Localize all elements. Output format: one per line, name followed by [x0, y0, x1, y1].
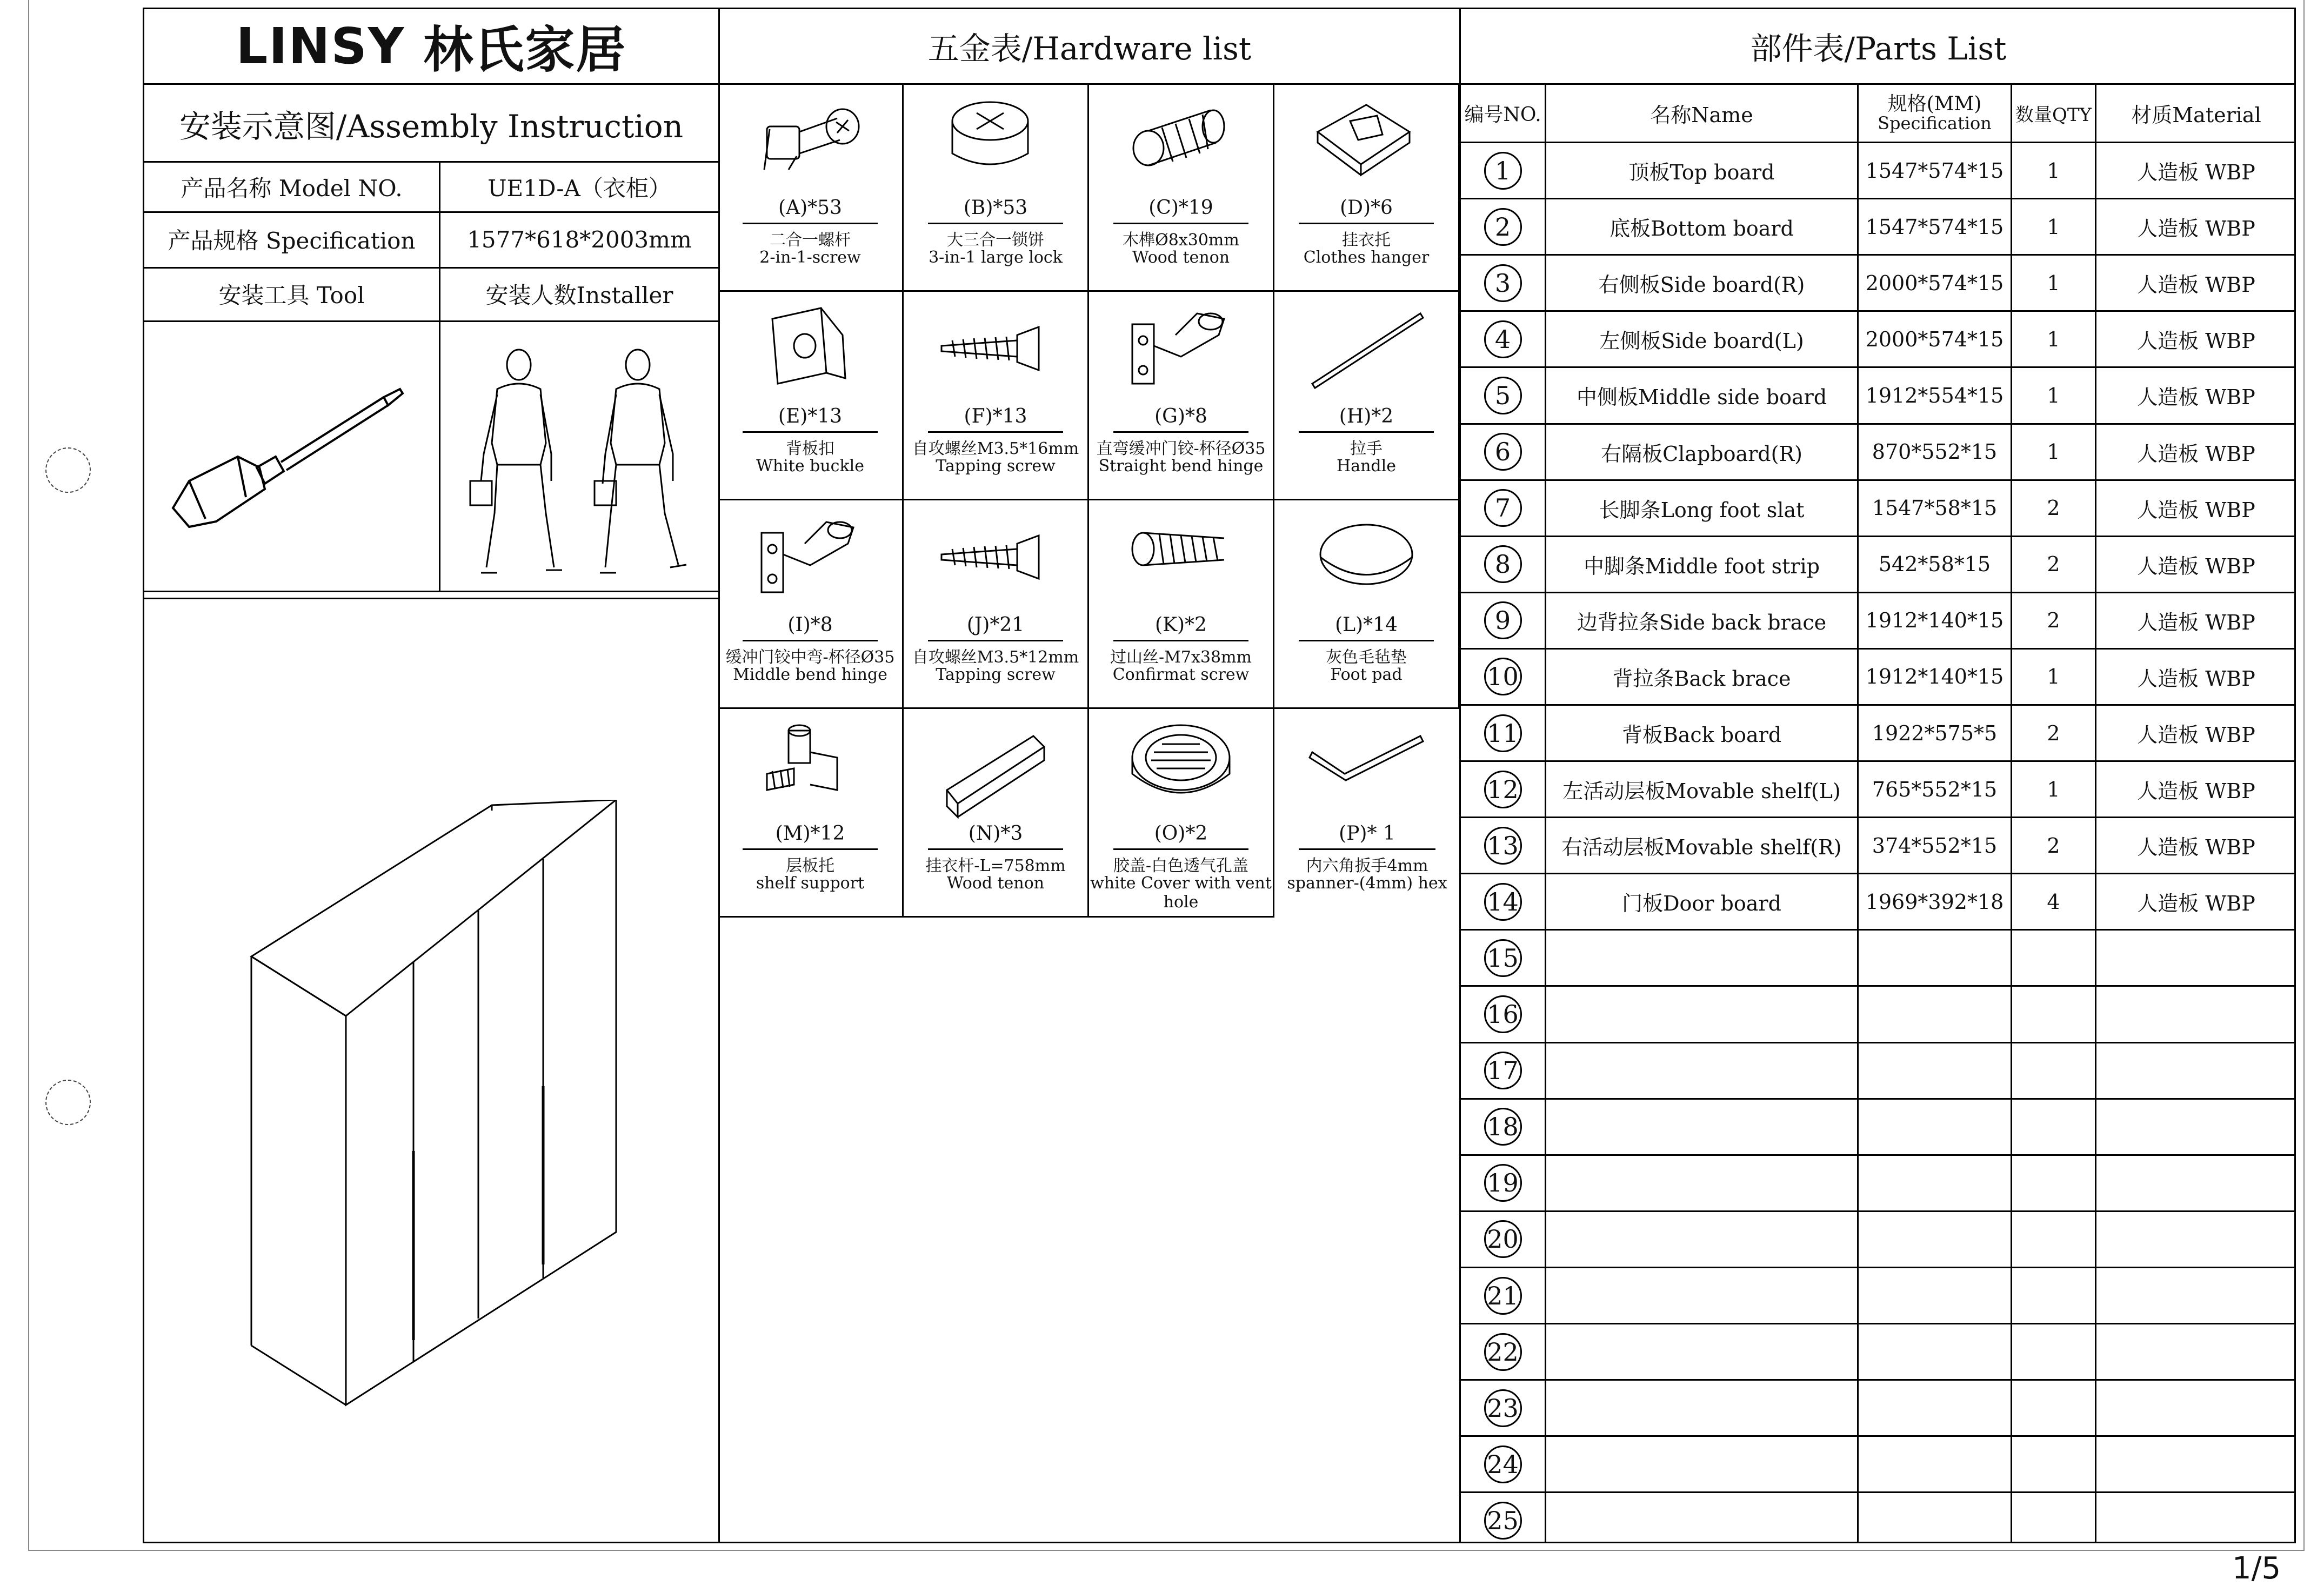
hardware-name-en: shelf support [756, 874, 865, 893]
underline [1299, 223, 1434, 224]
part-spec: 1969*392*18 [1865, 889, 2004, 914]
divider [143, 591, 720, 592]
vent-cover-icon [1116, 714, 1246, 822]
confirmat-screw-icon [1116, 506, 1246, 614]
part-qty: 1 [2047, 215, 2060, 239]
part-spec: 1547*574*15 [1865, 215, 2004, 239]
part-number-cell [1461, 425, 1545, 479]
part-spec [1859, 1156, 2011, 1210]
part-spec: 1547*574*15 [1865, 158, 2004, 183]
page-bottom-line [28, 1550, 2303, 1551]
part-number: 24 [1484, 1446, 1522, 1483]
wardrobe-illustration [238, 800, 627, 1416]
hardware-item [1274, 709, 1460, 918]
part-spec: 542*58*15 [1878, 552, 1991, 577]
spec-header-top: 规格(MM) [1887, 92, 1982, 115]
part-spec: 374*552*15 [1872, 833, 1998, 858]
underline [928, 431, 1063, 433]
part-number-cell [1461, 1268, 1545, 1323]
assembly-title: 安装示意图/Assembly Instruction [179, 108, 684, 145]
part-name: 右活动层板Movable shelf(R) [1561, 835, 1842, 860]
part-number: 19 [1484, 1164, 1522, 1202]
part-material [2096, 1381, 2296, 1435]
part-spec [1859, 1381, 2011, 1435]
underline [743, 431, 878, 433]
part-material [2096, 1324, 2296, 1379]
part-number-cell [1461, 481, 1545, 536]
part-number: 11 [1484, 714, 1522, 752]
part-spec: 1922*575*5 [1872, 721, 1998, 745]
part-number-cell [1461, 931, 1545, 985]
part-material [2096, 1212, 2296, 1267]
part-qty: 1 [2047, 158, 2060, 183]
part-number: 13 [1484, 827, 1522, 865]
part-number: 23 [1484, 1389, 1522, 1427]
part-name: 背拉条Back brace [1612, 666, 1791, 691]
hinge-icon [745, 506, 875, 614]
handle-bar-icon [1301, 297, 1431, 405]
part-number: 10 [1484, 658, 1522, 695]
underline [743, 640, 878, 641]
hardware-name-en: 2-in-1-screw [759, 248, 861, 267]
screw-icon [931, 506, 1060, 614]
part-number: 25 [1484, 1502, 1522, 1540]
hardware-name-cn: 二合一螺杆 [770, 231, 851, 250]
part-material: 人造板 WBP [2137, 666, 2255, 691]
part-number-cell [1461, 1324, 1545, 1379]
part-material: 人造板 WBP [2137, 160, 2255, 185]
hardware-item [718, 292, 904, 500]
part-material [2096, 1493, 2296, 1548]
part-qty [2012, 1043, 2095, 1098]
part-spec: 1912*140*15 [1865, 608, 2004, 633]
hardware-code: (A)*53 [778, 197, 842, 219]
part-number-cell [1461, 256, 1545, 310]
hardware-name-cn: 背板扣 [786, 439, 834, 458]
spec-header-bottom: Specification [1878, 112, 1992, 133]
underline [1113, 431, 1248, 433]
part-number: 20 [1484, 1220, 1522, 1258]
hardware-name-en: Wood tenon [946, 874, 1045, 893]
part-number: 16 [1484, 995, 1522, 1033]
tool-label: 安装工具 Tool [218, 282, 365, 309]
brand-name: LINSY [236, 17, 405, 75]
part-spec: 870*552*15 [1872, 440, 1998, 464]
part-material: 人造板 WBP [2137, 329, 2255, 353]
hardware-name-cn: 灰色毛毡垫 [1326, 648, 1407, 667]
part-number: 17 [1484, 1052, 1522, 1089]
col-header-name: 名称Name [1650, 103, 1753, 127]
hardware-code: (H)*2 [1339, 405, 1394, 427]
hardware-item [904, 500, 1089, 709]
part-number-cell [1461, 874, 1545, 929]
part-number-cell [1461, 706, 1545, 760]
hardware-name-cn: 层板托 [786, 856, 834, 875]
hanger-bracket-icon [1301, 89, 1431, 197]
part-spec: 1547*58*15 [1872, 496, 1998, 520]
underline [1113, 640, 1248, 641]
hardware-name-en: Handle [1337, 457, 1396, 476]
part-number-cell [1461, 762, 1545, 817]
part-name: 长脚条Long foot slat [1599, 498, 1805, 522]
part-number: 22 [1484, 1333, 1522, 1371]
hardware-name-cn: 拉手 [1350, 439, 1383, 458]
cam-bolt-icon [745, 89, 875, 197]
part-number: 12 [1484, 771, 1522, 808]
part-spec [1859, 931, 2011, 985]
part-qty [2012, 987, 2095, 1042]
part-qty [2012, 1100, 2095, 1154]
hardware-name-en: White buckle [756, 457, 864, 476]
part-qty [2012, 1212, 2095, 1267]
part-name: 中侧板Middle side board [1576, 385, 1827, 410]
hardware-item [904, 292, 1089, 500]
underline [1113, 223, 1248, 224]
part-number: 8 [1484, 545, 1522, 583]
underline [928, 223, 1063, 224]
part-number-cell [1461, 1381, 1545, 1435]
hardware-code: (P)* 1 [1339, 822, 1395, 845]
part-qty: 1 [2047, 440, 2060, 464]
part-qty: 4 [2047, 889, 2060, 914]
part-name [1546, 1043, 1857, 1098]
hardware-code: (F)*13 [964, 405, 1027, 427]
col-header-material: 材质Material [2131, 103, 2261, 127]
part-number-cell [1461, 1493, 1545, 1548]
hardware-item [1274, 292, 1460, 500]
parts-title: 部件表/Parts List [1750, 30, 2007, 67]
part-material [2096, 931, 2296, 985]
hardware-title: 五金表/Hardware list [927, 30, 1252, 67]
hardware-item [1089, 292, 1274, 500]
hardware-name-en: Clothes hanger [1303, 248, 1430, 267]
part-material: 人造板 WBP [2137, 892, 2255, 916]
part-name [1546, 1324, 1857, 1379]
part-number: 14 [1484, 883, 1522, 921]
cam-lock-icon [931, 89, 1060, 197]
spec-label: 产品规格 Specification [168, 227, 416, 254]
part-name [1546, 1268, 1857, 1323]
hardware-code: (I)*8 [787, 614, 833, 636]
model-value: UE1D-A（衣柜） [487, 175, 671, 202]
hardware-code: (C)*19 [1148, 197, 1213, 219]
part-qty [2012, 1437, 2095, 1491]
hardware-name-cn: 挂衣托 [1342, 231, 1391, 250]
part-number-cell [1461, 1043, 1545, 1098]
punch-hole [45, 1080, 91, 1125]
hex-key-icon [1301, 714, 1431, 822]
part-spec: 2000*574*15 [1865, 271, 2004, 295]
hardware-name-en: Straight bend hinge [1098, 457, 1264, 476]
part-qty: 1 [2047, 383, 2060, 407]
part-qty [2012, 1156, 2095, 1210]
hardware-item [718, 83, 904, 292]
part-material [2096, 1437, 2296, 1491]
hardware-code: (G)*8 [1154, 405, 1207, 427]
hardware-name-en: Tapping screw [936, 665, 1056, 684]
hardware-item [1274, 500, 1460, 709]
hardware-name-cn: 直弯缓冲门铰-杯径Ø35 [1096, 439, 1266, 458]
part-number-cell [1461, 1156, 1545, 1210]
part-name: 右侧板Side board(R) [1598, 273, 1805, 297]
hardware-name-cn: 大三合一锁饼 [947, 231, 1044, 250]
part-qty [2012, 1324, 2095, 1379]
col-header-no: 编号NO. [1464, 104, 1541, 126]
divider [143, 598, 720, 599]
hardware-name-cn: 自攻螺丝M3.5*12mm [912, 648, 1079, 667]
part-name: 顶板Top board [1628, 160, 1775, 185]
hardware-item [718, 500, 904, 709]
divider [143, 320, 720, 322]
hardware-name-cn: 过山丝-M7x38mm [1110, 648, 1252, 667]
hardware-name-cn: 内六角扳手4mm [1306, 856, 1428, 875]
part-qty [2012, 931, 2095, 985]
part-spec [1859, 1324, 2011, 1379]
hardware-item [904, 709, 1089, 918]
hardware-name-en: 3-in-1 large lock [929, 248, 1063, 267]
part-spec: 2000*574*15 [1865, 327, 2004, 351]
part-spec [1859, 1437, 2011, 1491]
hardware-name-en: Middle bend hinge [733, 665, 887, 684]
part-spec [1859, 987, 2011, 1042]
part-qty: 1 [2047, 665, 2060, 689]
part-number-cell [1461, 368, 1545, 423]
hardware-name-cn: 自攻螺丝M3.5*16mm [912, 439, 1079, 458]
hardware-code: (B)*53 [963, 197, 1028, 219]
hardware-code: (M)*12 [775, 822, 845, 845]
part-name [1546, 987, 1857, 1042]
part-name: 门板Door board [1622, 892, 1781, 916]
part-name [1546, 931, 1857, 985]
part-material [2096, 1100, 2296, 1154]
page-right-line [2303, 0, 2305, 1551]
part-number: 6 [1484, 433, 1522, 471]
part-material [2096, 1156, 2296, 1210]
part-name [1546, 1156, 1857, 1210]
part-name [1546, 1212, 1857, 1267]
part-spec: 1912*554*15 [1865, 383, 2004, 407]
part-name: 底板Bottom board [1610, 217, 1794, 241]
underline [743, 223, 878, 224]
punch-hole [45, 447, 91, 493]
hanging-rod-icon [931, 714, 1060, 822]
hardware-item [1089, 83, 1274, 292]
part-number: 2 [1484, 208, 1522, 246]
col-header-qty: 数量QTY [2015, 104, 2092, 126]
hardware-item [1274, 83, 1460, 292]
part-name: 边背拉条Side back brace [1577, 610, 1827, 634]
part-number: 18 [1484, 1108, 1522, 1146]
col-header-spec [1859, 85, 2011, 142]
part-spec: 1912*140*15 [1865, 665, 2004, 689]
part-name [1546, 1437, 1857, 1491]
foot-pad-icon [1301, 506, 1431, 614]
part-material: 人造板 WBP [2137, 554, 2255, 578]
hardware-name-en: Tapping screw [936, 457, 1056, 476]
part-number: 1 [1484, 152, 1522, 190]
binding-margin-line [28, 0, 29, 1551]
page-number: 1/5 [2232, 1551, 2281, 1586]
part-spec [1859, 1268, 2011, 1323]
part-number-cell [1461, 650, 1545, 704]
two-installers-icon [465, 335, 703, 584]
part-qty: 1 [2047, 777, 2060, 801]
shelf-support-icon [745, 714, 875, 822]
part-material: 人造板 WBP [2137, 779, 2255, 804]
part-material: 人造板 WBP [2137, 498, 2255, 522]
part-name: 右隔板Clapboard(R) [1601, 441, 1802, 466]
part-number-cell [1461, 818, 1545, 873]
part-number: 15 [1484, 939, 1522, 977]
part-number-cell [1461, 593, 1545, 648]
underline [743, 848, 878, 850]
hardware-item [1089, 500, 1274, 709]
hardware-name-cn: 木榫Ø8x30mm [1123, 231, 1239, 250]
hardware-code: (O)*2 [1154, 822, 1208, 845]
part-qty: 2 [2047, 721, 2060, 745]
hardware-code: (N)*3 [968, 822, 1023, 845]
hardware-code: (E)*13 [778, 405, 843, 427]
part-name: 左活动层板Movable shelf(L) [1562, 779, 1841, 804]
part-number: 5 [1484, 377, 1522, 414]
part-number-cell [1461, 1212, 1545, 1267]
part-number: 4 [1484, 320, 1522, 358]
part-material [2096, 1043, 2296, 1098]
part-number-cell [1461, 143, 1545, 198]
hardware-name-cn: 胶盖-白色透气孔盖 [1113, 856, 1249, 875]
part-number-cell [1461, 987, 1545, 1042]
screw-icon [931, 297, 1060, 405]
part-material: 人造板 WBP [2137, 723, 2255, 747]
part-number-cell [1461, 312, 1545, 366]
part-spec: 765*552*15 [1872, 777, 1998, 801]
model-label: 产品名称 Model NO. [181, 175, 403, 202]
part-name: 背板Back board [1621, 723, 1782, 747]
part-qty: 2 [2047, 552, 2060, 577]
hardware-code: (J)*21 [966, 614, 1025, 636]
hardware-item [1089, 709, 1274, 918]
part-number: 21 [1484, 1277, 1522, 1315]
underline [928, 848, 1063, 850]
part-qty: 2 [2047, 833, 2060, 858]
part-material [2096, 1268, 2296, 1323]
underline [1299, 431, 1434, 433]
part-material: 人造板 WBP [2137, 835, 2255, 860]
part-number: 3 [1484, 264, 1522, 302]
hardware-name-en: Wood tenon [1132, 248, 1230, 267]
hardware-name-en: white Cover with vent hole [1090, 874, 1272, 912]
hardware-name-cn: 挂衣杆-L=758mm [925, 856, 1066, 875]
hardware-code: (L)*14 [1335, 614, 1398, 636]
screwdriver-icon [157, 346, 427, 562]
underline [928, 640, 1063, 641]
hardware-code: (D)*6 [1340, 197, 1393, 219]
underline [1113, 848, 1248, 850]
hardware-name-en: Confirmat screw [1112, 665, 1250, 684]
part-qty: 1 [2047, 327, 2060, 351]
dowel-icon [1116, 89, 1246, 197]
hardware-item [904, 83, 1089, 292]
brand-name-cn: 林氏家居 [423, 21, 627, 79]
part-number-cell [1461, 199, 1545, 254]
part-spec [1859, 1212, 2011, 1267]
part-material: 人造板 WBP [2137, 217, 2255, 241]
spec-value: 1577*618*2003mm [467, 226, 692, 253]
part-material: 人造板 WBP [2137, 385, 2255, 410]
part-material [2096, 987, 2296, 1042]
part-number-cell [1461, 1100, 1545, 1154]
underline [1299, 848, 1435, 850]
hardware-name-en: spanner-(4mm) hex [1287, 874, 1447, 893]
part-material: 人造板 WBP [2137, 441, 2255, 466]
part-number: 9 [1484, 601, 1522, 639]
underline [1299, 640, 1434, 641]
part-qty [2012, 1268, 2095, 1323]
hardware-name-cn: 缓冲门铰中弯-杯径Ø35 [725, 648, 895, 667]
part-qty: 2 [2047, 496, 2060, 520]
part-qty [2012, 1381, 2095, 1435]
part-qty [2012, 1493, 2095, 1548]
part-number: 7 [1484, 489, 1522, 527]
part-name [1546, 1493, 1857, 1548]
hardware-name-en: Foot pad [1330, 665, 1403, 684]
hinge-icon [1116, 297, 1246, 405]
part-number-cell [1461, 1437, 1545, 1491]
part-spec [1859, 1100, 2011, 1154]
part-qty: 2 [2047, 608, 2060, 633]
back-buckle-icon [745, 297, 875, 405]
installer-label: 安装人数Installer [485, 282, 673, 309]
part-material: 人造板 WBP [2137, 273, 2255, 297]
part-spec [1859, 1493, 2011, 1548]
part-name [1546, 1381, 1857, 1435]
hardware-item [718, 709, 904, 918]
hardware-code: (K)*2 [1155, 614, 1207, 636]
brand-logo [144, 8, 718, 84]
part-spec [1859, 1043, 2011, 1098]
part-number-cell [1461, 537, 1545, 592]
part-name: 中脚条Middle foot strip [1583, 554, 1820, 578]
part-material: 人造板 WBP [2137, 610, 2255, 634]
part-qty: 1 [2047, 271, 2060, 295]
part-name: 左侧板Side board(L) [1599, 329, 1804, 353]
part-name [1546, 1100, 1857, 1154]
